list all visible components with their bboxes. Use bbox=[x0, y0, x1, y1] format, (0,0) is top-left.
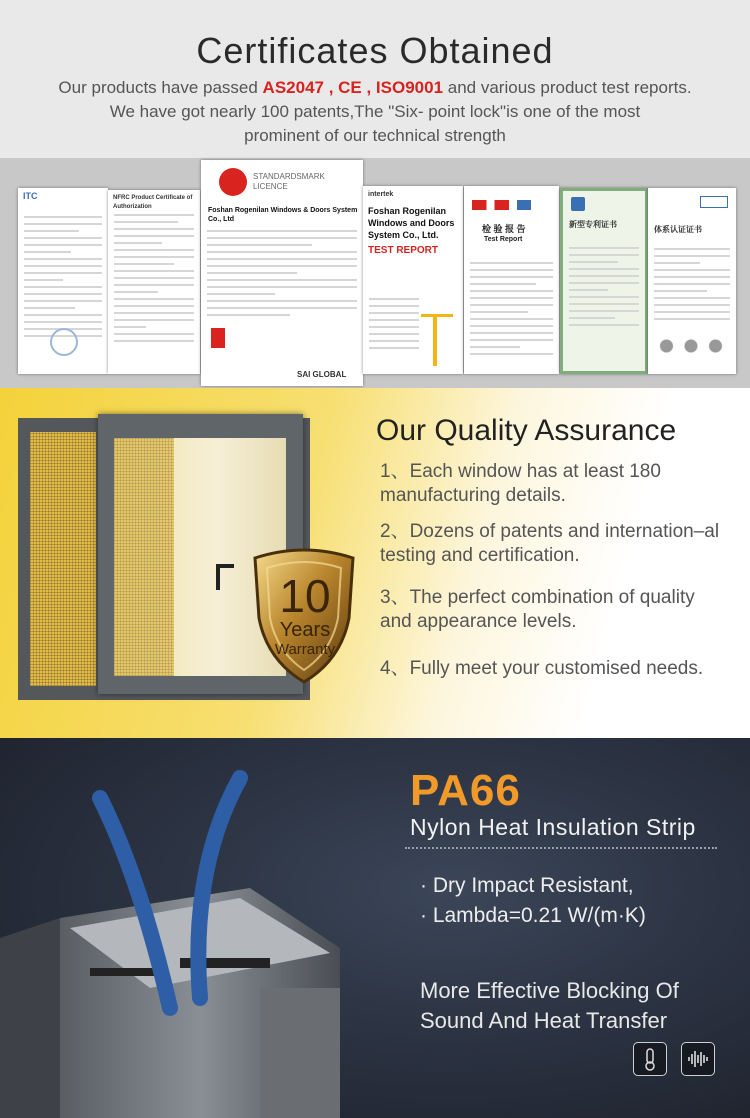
quality-item-2: 2、Dozens of patents and internation–al testing and certification. bbox=[380, 521, 720, 566]
window-screen-mesh bbox=[114, 438, 174, 676]
intertek-logo: intertek bbox=[368, 191, 394, 198]
quality-section bbox=[0, 388, 750, 738]
quality-item-3: 3、The perfect combination of quality and appearance levels. bbox=[380, 587, 695, 632]
test-report-title-en: Test Report bbox=[484, 236, 523, 243]
profile-side-panel bbox=[0, 918, 60, 1118]
thermometer-icon bbox=[633, 1042, 667, 1076]
window-handle-bar bbox=[216, 564, 234, 568]
quality-title: Our Quality Assurance bbox=[376, 414, 677, 447]
quality-item-1: 1、Each window has at least 180 manufacturing details. bbox=[380, 461, 661, 506]
crane-arm-icon bbox=[421, 314, 453, 317]
warranty-shield-badge bbox=[245, 548, 363, 686]
certificates-section bbox=[0, 0, 750, 388]
iso-title: 体系认证证书 bbox=[654, 225, 702, 234]
standards-highlight: AS2047 , CE , ISO9001 bbox=[262, 78, 444, 97]
intro-line-2: We have got nearly 100 patents,The "Six- point lock"is one of the most bbox=[109, 102, 641, 121]
itc-logo-icon: ITC bbox=[23, 191, 38, 201]
crane-icon bbox=[433, 314, 437, 366]
certificate-intertek bbox=[363, 186, 463, 374]
badge-years: Years bbox=[279, 619, 331, 641]
itc-seal-icon bbox=[50, 328, 78, 356]
document-text-lines bbox=[654, 248, 730, 325]
standardsmark-logo-icon bbox=[219, 168, 247, 196]
certificate-standardsmark bbox=[201, 160, 363, 386]
document-text-lines bbox=[24, 216, 102, 342]
patent-title: 新型专利证书 bbox=[569, 220, 617, 229]
window-screen-pane bbox=[30, 432, 96, 686]
sai-global-logo: SAI GLOBAL bbox=[297, 370, 347, 379]
test-report-logos bbox=[472, 200, 552, 210]
quality-item-4: 4、Fully meet your customised needs. bbox=[380, 658, 704, 679]
iso-seals bbox=[656, 338, 726, 354]
certificate-itc bbox=[18, 188, 108, 374]
strip-name: Nylon Heat Insulation Strip bbox=[410, 814, 696, 840]
intertek-company: Foshan Rogenilan Windows and Doors System Co., Ltd. bbox=[368, 206, 455, 240]
sound-wave-icon bbox=[681, 1042, 715, 1076]
strip-model: PA66 bbox=[410, 766, 521, 815]
test-report-title-cn: 检 验 报 告 bbox=[482, 224, 526, 234]
standards-seal-icon bbox=[211, 328, 225, 348]
profile-cavity bbox=[90, 968, 160, 976]
intro-line-1: Our products have passed AS2047 , CE , ISO9001 and various product test reports. bbox=[58, 78, 692, 97]
document-text-lines bbox=[470, 262, 553, 360]
pa66-section bbox=[0, 738, 750, 1118]
strip-feature-2: · Lambda=0.21 W/(m·K) bbox=[420, 904, 646, 927]
certificate-gallery bbox=[0, 158, 750, 388]
profile-front-face bbox=[260, 988, 340, 1118]
certificate-patent bbox=[560, 188, 648, 374]
document-text-lines bbox=[569, 247, 639, 331]
certificate-nfrc bbox=[108, 190, 200, 374]
certificate-test-report bbox=[464, 186, 559, 374]
badge-warranty: Warranty bbox=[274, 641, 336, 658]
profile-cutaway-image bbox=[0, 738, 400, 1118]
intertek-test-report: TEST REPORT bbox=[368, 245, 439, 256]
document-text-lines bbox=[369, 298, 419, 354]
certificate-iso bbox=[648, 188, 736, 374]
certificates-title: Certificates Obtained bbox=[196, 30, 554, 71]
document-text-lines bbox=[114, 214, 194, 347]
iso-logo-icon bbox=[700, 196, 728, 208]
badge-number: 10 bbox=[279, 570, 331, 622]
standardsmark-company: Foshan Rogenilan Windows & Doors System Co., Ltd bbox=[208, 207, 358, 223]
standardsmark-title: STANDARDSMARK LICENCE bbox=[253, 172, 325, 191]
intro-line-3: prominent of our technical strength bbox=[244, 126, 506, 145]
strip-benefit: More Effective Blocking Of Sound And Heat Transfer bbox=[420, 978, 679, 1033]
certificates-intro bbox=[20, 76, 730, 148]
document-text-lines bbox=[207, 230, 357, 321]
patent-emblem-icon bbox=[571, 197, 585, 211]
nfrc-title: NFRC Product Certificate of Authorization bbox=[113, 195, 193, 210]
dotted-divider bbox=[405, 847, 717, 849]
strip-feature-1: · Dry Impact Resistant, bbox=[420, 874, 634, 897]
